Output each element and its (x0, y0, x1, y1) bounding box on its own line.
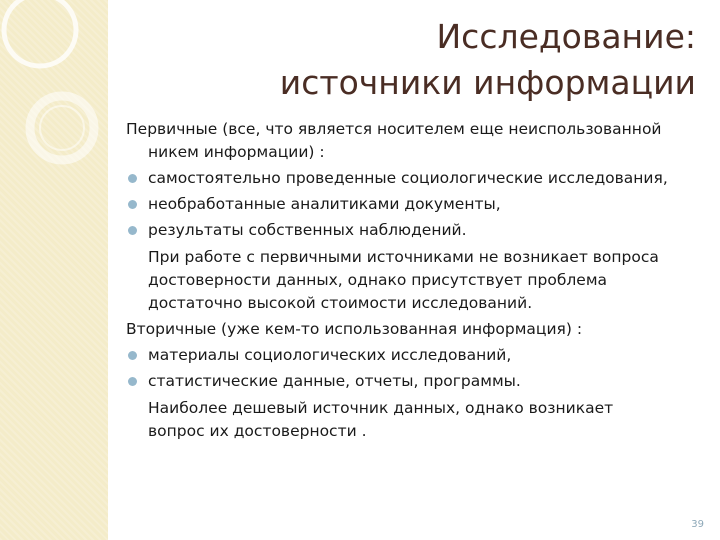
primary-item-text: необработанные аналитиками документы, (148, 195, 501, 213)
slide-title (136, 14, 696, 106)
bullet-icon (128, 226, 137, 235)
decorative-rings (0, 0, 130, 200)
bullet-icon (128, 351, 137, 360)
secondary-list-item (126, 370, 702, 393)
primary-note (126, 246, 702, 315)
page-number: 39 (691, 519, 704, 530)
primary-list-item (126, 219, 702, 242)
decorative-ring-large (4, 0, 76, 66)
primary-item-text: результаты собственных наблюдений. (148, 221, 467, 239)
primary-note-line: достоверности данных, однако присутствует проблема (148, 271, 608, 289)
secondary-item-text: статистические данные, отчеты, программы. (148, 372, 521, 390)
secondary-note-line: вопрос их достоверности . (148, 422, 367, 440)
bullet-icon (128, 200, 137, 209)
primary-heading-text: Первичные (все, что является носителем еще неиспользованной (126, 120, 662, 138)
primary-heading (126, 118, 702, 164)
bullet-icon (128, 377, 137, 386)
secondary-heading: Вторичные (уже кем-то использованная информация) : (126, 320, 583, 338)
secondary-note (126, 397, 702, 443)
primary-list-item (126, 193, 702, 216)
slide-title-line-2: источники информации (279, 63, 696, 102)
primary-item-text: самостоятельно проведенные социологические исследования, (148, 169, 668, 187)
primary-list-item (126, 167, 702, 190)
secondary-list-item (126, 344, 702, 367)
slide-content (126, 118, 702, 446)
primary-note-line: достаточно высокой стоимости исследований. (148, 294, 533, 312)
secondary-note-line: Наиболее дешевый источник данных, однако возникает (148, 399, 614, 417)
bullet-icon (128, 174, 137, 183)
slide-title-line-1: Исследование: (436, 17, 696, 56)
secondary-item-text: материалы социологических исследований, (148, 346, 512, 364)
primary-heading-cont: никем информации) : (148, 143, 325, 161)
primary-note-line: При работе с первичными источниками не возникает вопроса (148, 248, 659, 266)
decorative-ring-inner (40, 106, 84, 150)
